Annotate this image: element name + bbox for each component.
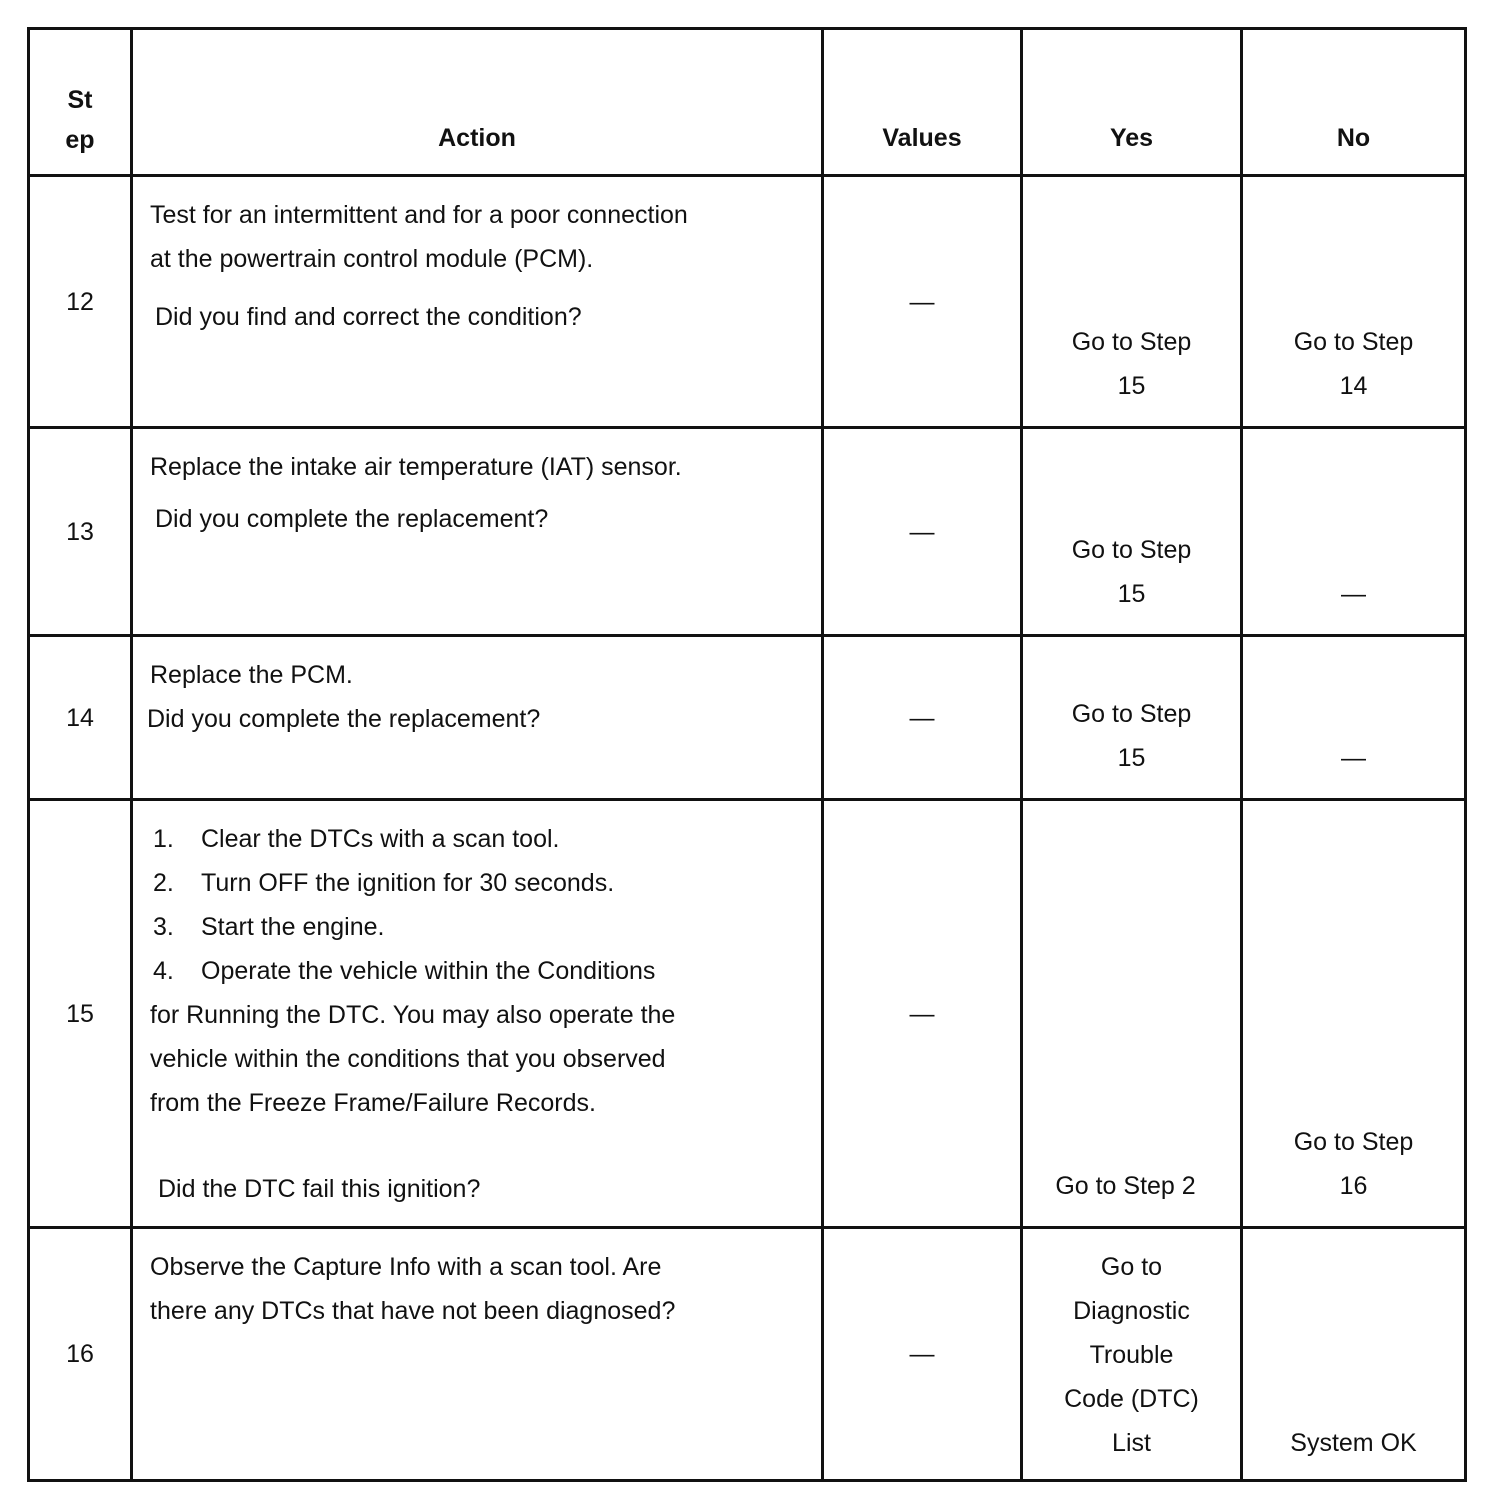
action-question: Did you find and correct the condition?	[155, 303, 582, 331]
values-cell: —	[823, 176, 1022, 428]
no-line: —	[1341, 580, 1366, 608]
step-number: 15	[29, 800, 132, 1228]
yes-cell	[1022, 636, 1242, 800]
action-line: Observe the Capture Info with a scan tool. Are	[150, 1253, 662, 1281]
list-item	[150, 861, 811, 905]
yes-line: 15	[1117, 744, 1146, 772]
action-line: for Running the DTC. You may also operate the	[150, 1001, 676, 1029]
header-no: No	[1242, 29, 1466, 176]
action-line: there any DTCs that have not been diagnosed?	[150, 1297, 676, 1325]
yes-cell	[1022, 428, 1242, 636]
table-row	[29, 800, 1466, 1228]
action-line: vehicle within the conditions that you observed	[150, 1045, 666, 1073]
table-row	[29, 176, 1466, 428]
header-yes: Yes	[1022, 29, 1242, 176]
action-question: Did the DTC fail this ignition?	[158, 1175, 481, 1203]
action-line: Test for an intermittent and for a poor connection	[150, 201, 688, 229]
action-line: Replace the intake air temperature (IAT) sensor.	[150, 453, 682, 481]
yes-cell	[1022, 800, 1242, 1228]
table-row	[29, 636, 1466, 800]
no-cell	[1242, 800, 1466, 1228]
values-cell: —	[823, 636, 1022, 800]
yes-line: Go to Step 2	[1055, 1172, 1196, 1200]
list-number: 2.	[153, 869, 174, 897]
yes-line: List	[1112, 1429, 1151, 1457]
yes-cell	[1022, 176, 1242, 428]
no-cell	[1242, 176, 1466, 428]
no-line: Go to Step	[1293, 328, 1414, 356]
yes-line: Diagnostic	[1073, 1297, 1190, 1325]
values-cell: —	[823, 800, 1022, 1228]
header-values: Values	[823, 29, 1022, 176]
yes-line: 15	[1117, 580, 1146, 608]
no-cell	[1242, 1228, 1466, 1481]
list-number: 1.	[153, 825, 174, 853]
yes-line: Go to Step	[1071, 700, 1192, 728]
header-step-line1: St	[67, 86, 93, 114]
action-question: Did you complete the replacement?	[147, 705, 541, 733]
list-text: Clear the DTCs with a scan tool.	[201, 825, 560, 853]
table-row	[29, 428, 1466, 636]
step-number: 13	[29, 428, 132, 636]
action-line: at the powertrain control module (PCM).	[150, 245, 594, 273]
list-text: Turn OFF the ignition for 30 seconds.	[201, 869, 615, 897]
no-line: System OK	[1290, 1429, 1417, 1457]
yes-line: Code (DTC)	[1064, 1385, 1199, 1413]
header-step	[29, 29, 132, 176]
no-cell	[1242, 428, 1466, 636]
list-item	[150, 949, 811, 993]
yes-line: Trouble	[1089, 1341, 1174, 1369]
action-cell	[132, 1228, 823, 1481]
list-item	[150, 817, 811, 861]
action-cell	[132, 800, 823, 1228]
yes-line: 15	[1117, 372, 1146, 400]
diagnostic-table	[27, 27, 1467, 1482]
step-number: 16	[29, 1228, 132, 1481]
yes-line: Go to	[1100, 1253, 1163, 1281]
step-number: 14	[29, 636, 132, 800]
action-cell	[132, 428, 823, 636]
table-row	[29, 1228, 1466, 1481]
action-line: Replace the PCM.	[150, 661, 353, 689]
yes-line: Go to Step	[1071, 328, 1192, 356]
values-cell: —	[823, 1228, 1022, 1481]
list-text: Operate the vehicle within the Conditions	[201, 957, 656, 985]
yes-cell	[1022, 1228, 1242, 1481]
header-row	[29, 29, 1466, 176]
header-action: Action	[132, 29, 823, 176]
list-number: 4.	[153, 957, 174, 985]
no-cell	[1242, 636, 1466, 800]
action-cell	[132, 636, 823, 800]
step-number: 12	[29, 176, 132, 428]
list-number: 3.	[153, 913, 174, 941]
list-item	[150, 905, 811, 949]
yes-line: Go to Step	[1071, 536, 1192, 564]
action-question: Did you complete the replacement?	[155, 505, 549, 533]
no-line: Go to Step	[1293, 1128, 1414, 1156]
no-line: 16	[1339, 1172, 1368, 1200]
list-text: Start the engine.	[201, 913, 385, 941]
no-line: —	[1341, 744, 1366, 772]
header-step-line2: ep	[65, 126, 95, 154]
action-cell	[132, 176, 823, 428]
action-line: from the Freeze Frame/Failure Records.	[150, 1089, 596, 1117]
no-line: 14	[1339, 372, 1368, 400]
values-cell: —	[823, 428, 1022, 636]
